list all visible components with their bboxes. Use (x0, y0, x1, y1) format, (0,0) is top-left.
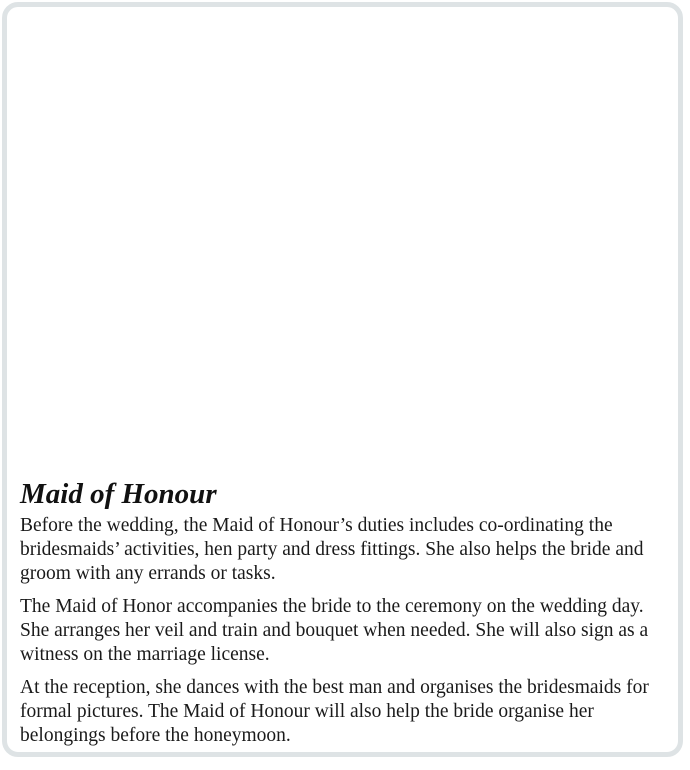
article-paragraph: At the reception, she dances with the best man and organises the bridesmaids for formal pictures. The Maid of Honour will also help the bride organise her belongings before the honeymoon. (20, 677, 649, 747)
article-paragraph: Before the wedding, the Maid of Honour’s duties includes co-ordinating the bridesmaids’ activities, hen party and dress fittings. She also helps the bride and groom with any errands or tasks. (20, 515, 644, 585)
article-paragraph: The Maid of Honor accompanies the bride to the ceremony on the wedding day. She arranges her veil and train and bouquet when needed. She will also sign as a witness on the marriage license. (20, 596, 649, 666)
article (20, 478, 666, 748)
content-card (2, 2, 683, 757)
page-title: Maid of Honour (20, 477, 217, 510)
card-body (7, 7, 678, 752)
image-placeholder-area (20, 7, 666, 478)
